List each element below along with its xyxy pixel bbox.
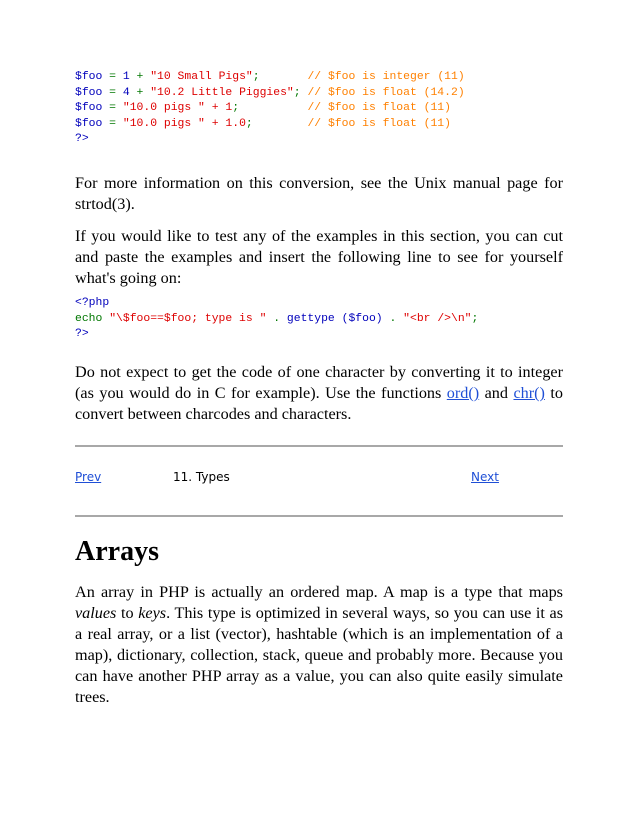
code-operator: . [382,312,404,325]
code-operator: = [102,102,123,114]
paragraph-test-examples: If you would like to test any of the examples in this section, you can cut and paste the examples and insert the following line to see for yourself what's going on: [75,227,563,287]
code-operator: + [129,86,151,99]
paragraph-text: An array in PHP is actually an ordered map. A map is a type that maps [75,583,563,601]
code-string: "10.2 Little Piggies" [150,86,294,99]
php-close-tag: ?> [75,133,89,145]
code-variable: $foo [75,86,103,99]
code-block-conversion [75,70,465,148]
code-line [75,118,451,130]
code-semicolon: ; [232,102,308,114]
code-line [75,102,451,114]
code-semicolon: ; [471,312,479,325]
code-comment: // $foo is float (11) [307,102,451,114]
code-function: gettype [286,312,335,325]
code-semicolon: ; [252,71,308,83]
code-comment: // $foo is float (11) [307,117,451,130]
code-string: "<br />\n" [403,312,472,325]
code-string: "10 Small Pigs" [150,71,253,83]
paragraph-arrays [75,582,563,708]
divider-bottom [75,515,563,517]
code-operator: + [129,71,151,83]
code-semicolon: ; [245,117,308,130]
code-string: "\$foo==$foo; type is " [109,312,267,325]
code-comment: // $foo is integer (11) [307,71,465,83]
paragraph-text: and [479,384,514,402]
php-close-tag: ?> [75,328,89,340]
next-link[interactable]: Next [471,470,499,484]
ord-link[interactable]: ord() [446,384,480,402]
paragraph-text: to [116,604,139,622]
code-variable: $foo [75,71,103,83]
section-title: 11. Types [173,470,230,484]
code-line [75,313,478,325]
arrays-heading: Arrays [75,536,159,567]
code-operator: = [102,71,123,83]
code-variable: $foo [75,102,103,114]
paragraph-text: . This type is optimized in several ways, so you can use it as a real array, or a list (vector), hashtable (which is an implementation of a map), dictionary, collection, stack, queue and probably more. Because you can have another PHP array as a value, you can also quite easily simulate trees. [75,604,564,706]
code-number: 4 [122,86,130,99]
code-line [75,87,465,99]
code-comment: // $foo is float (14.2) [307,86,465,99]
paragraph-text: to convert between charcodes and characters. [75,384,563,423]
code-semicolon: ; [293,86,308,99]
code-operator: = [102,86,123,99]
prev-link[interactable]: Prev [75,470,102,484]
paragraph-strtod: For more information on this conversion, see the Unix manual page for strtod(3). [75,174,563,213]
code-variable: $foo [75,117,103,130]
code-operator: . [266,312,287,325]
emphasis-keys: keys [138,604,167,622]
navigation-bar [75,470,563,488]
code-string: "10.0 pigs " + 1.0 [122,117,246,130]
php-open-tag: <?php [75,297,110,309]
emphasis-values: values [75,604,117,622]
code-line [75,71,465,83]
code-string: "10.0 pigs " + 1 [122,102,233,114]
paragraph-charcodes [75,362,563,425]
divider-top [75,445,563,447]
code-block-gettype [75,296,478,343]
code-arguments: ($foo) [334,312,383,325]
paragraph-text: Do not expect to get the code of one character by converting it to integer (as you would do in C for example). Use the functions [75,363,563,402]
code-operator: = [102,117,123,130]
code-number: 1 [122,71,130,83]
code-keyword: echo [75,312,110,325]
chr-link[interactable]: chr() [513,384,545,402]
